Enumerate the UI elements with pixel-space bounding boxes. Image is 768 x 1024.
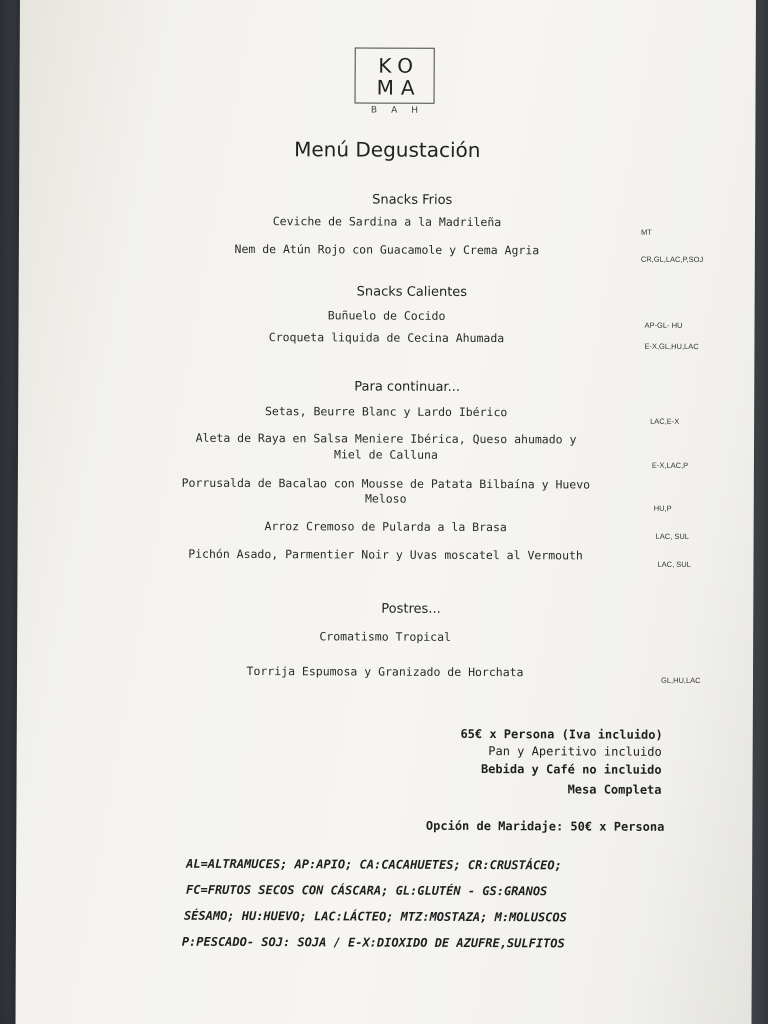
- logo-line-2: MA: [376, 75, 422, 100]
- drinks-not-included: Bebida y Café no incluido: [480, 762, 662, 777]
- dish-name: Cromatismo Tropical: [319, 629, 451, 644]
- price-per-person: 65€ x Persona (Iva incluido): [460, 726, 663, 742]
- bread-included: Pan y Aperitivo incluido: [488, 744, 662, 759]
- dish-name: Croqueta liquida de Cecina Ahumada: [268, 330, 505, 346]
- section-heading-snacks-frios: Snacks Frios: [372, 192, 453, 208]
- menu-title: Menú Degustación: [294, 137, 481, 163]
- dish-allergens: E-X,LAC,P: [651, 460, 689, 470]
- dish-allergens: HU,P: [653, 503, 672, 513]
- dish-allergens: E-X,GL,HU,LAC: [644, 341, 699, 351]
- dish-allergens: LAC, SUL: [655, 531, 690, 541]
- allergen-legend-line: P:PESCADO- SOJ: SOJA / E-X:DIOXIDO DE AZUFRE,SULFITOS: [181, 934, 565, 951]
- dish-allergens: GL,HU,LAC: [660, 675, 701, 685]
- dish-name-continued: Meloso: [364, 491, 407, 506]
- dish-name: Ceviche de Sardina a la Madrileña: [272, 214, 502, 230]
- full-table-note: Mesa Completa: [567, 782, 662, 797]
- logo-subtitle: BAH: [370, 105, 433, 116]
- dish-name-continued: Miel de Calluna: [334, 447, 438, 462]
- section-heading-para-continuar: Para continuar...: [354, 379, 461, 395]
- dish-name: Nem de Atún Rojo con Guacamole y Crema Agria: [234, 241, 540, 258]
- dish-allergens: MT: [640, 227, 652, 237]
- dish-allergens: LAC, SUL: [657, 559, 691, 569]
- section-heading-snacks-calientes: Snacks Calientes: [356, 284, 468, 300]
- dish-name: Arroz Cremoso de Pularda a la Brasa: [264, 519, 507, 535]
- dish-allergens: CR,GL,LAC,P,SOJ: [640, 254, 704, 264]
- dish-name: Setas, Beurre Blanc y Lardo Ibérico: [264, 404, 508, 420]
- dish-name: Pichón Asado, Parmentier Noir y Uvas moscatel al Vermouth: [188, 546, 583, 563]
- dish-name: Buñuelo de Cocido: [327, 308, 446, 323]
- section-heading-postres: Postres...: [381, 601, 441, 617]
- allergen-legend-line: SÉSAMO; HU:HUEVO; LAC:LÁCTEO; MTZ:MOSTAZA; M:MOLUSCOS: [183, 908, 567, 925]
- pairing-option: Opción de Maridaje: 50€ x Persona: [425, 818, 665, 834]
- allergen-legend-line: FC=FRUTOS SECOS CON CÁSCARA; GL:GLUTÉN - GS:GRANOS: [186, 882, 548, 899]
- dish-name: Porrusalda de Bacalao con Mousse de Patata Bilbaína y Huevo: [181, 475, 591, 492]
- logo: [355, 47, 435, 103]
- dish-name: Aleta de Raya en Salsa Meniere Ibérica, Queso ahumado y: [195, 430, 577, 447]
- dish-allergens: LAC,E-X: [650, 416, 680, 426]
- dish-allergens: AP-GL- HU: [644, 320, 683, 330]
- menu-paper: [15, 0, 756, 1024]
- dish-name: Torrija Espumosa y Granizado de Horchata: [246, 663, 524, 680]
- logo-line-1: KO: [378, 53, 421, 78]
- allergen-legend-line: AL=ALTRAMUCES; AP:APIO; CA:CACAHUETES; CR:CRUSTÁCEO;: [186, 856, 562, 873]
